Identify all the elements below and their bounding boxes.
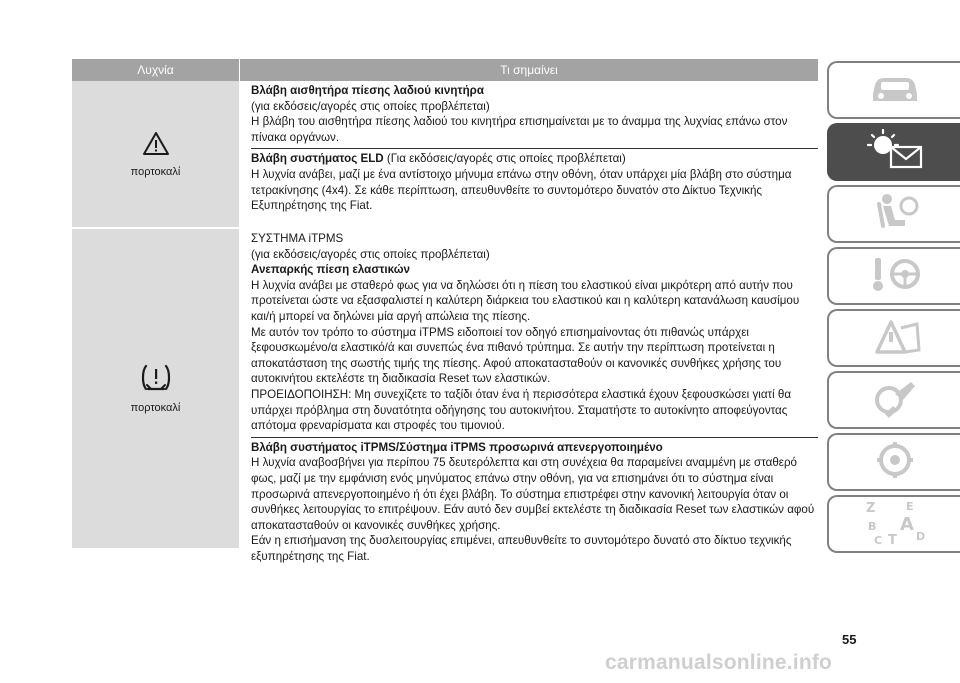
light-color-label: πορτοκαλί	[130, 402, 181, 414]
index-letter: E	[905, 499, 914, 513]
entry-system: ΣΥΣΤΗΜΑ iTPMS	[251, 232, 344, 245]
entry-text: Η λυχνία ανάβει, μαζί με ένα αντίστοιχο μήνυμα επάνω στην οθόνη, όταν υπάρχει μία βλάβη στο σύστημα τετρακίνησης (4x4). Σε κάθε περίπτωση, απευθυνθείτε το συντομότερο δυνατόν στο Δίκτυο Τεχνικής Εξυπηρέτησης της Fiat.	[251, 167, 792, 213]
car-icon	[867, 70, 923, 111]
index-letter: Z	[865, 500, 875, 516]
index-letter: D	[915, 529, 925, 543]
tab-dashboard-warning-lights[interactable]	[827, 123, 960, 181]
page-number: 55	[842, 632, 857, 647]
index-letter: C	[873, 533, 882, 546]
chapter-tabs	[827, 61, 960, 557]
index-letter: A	[899, 513, 914, 535]
warning-lights-table	[72, 59, 818, 563]
entry-note: (για εκδόσεις/αγορές στις οποίες προβλέπεται)	[251, 247, 490, 261]
entry-text: Η λυχνία ανάβει με σταθερό φως για να δηλώσει ότι η πίεση του ελαστικού είναι μικρότερη από αυτήν που προτείνεται ώστε να εξασφαλιστεί η καλύτερη διάρκεια του ελαστικού και η καλύτερη κατανάλωση καυσίμου και/ή μπορεί να δηλώνει μία αργή απώλεια της πίεσης.	[251, 278, 800, 323]
meaning-entry	[251, 438, 818, 568]
entry-text: Εάν η επισήμανση της δυσλειτουργίας επιμένει, απευθυνθείτε το συντομότερο δυνατό στο δίκτυο τεχνικής εξυπηρέτησης της Fiat.	[251, 534, 792, 563]
table-header	[72, 59, 818, 81]
tab-alphabetical-index[interactable]	[827, 495, 960, 553]
light-color-label: πορτοκαλί	[130, 165, 181, 178]
meaning-cell	[239, 81, 818, 229]
key-steering-wheel-icon	[865, 252, 925, 301]
header-meaning: Τι σημαίνει	[239, 59, 818, 81]
watermark: carmanualsonline.info	[605, 651, 833, 674]
table-row	[72, 229, 818, 563]
index-letter: B	[867, 519, 876, 533]
alphabetical-index-icon	[860, 498, 930, 551]
entry-text: Με αυτόν τον τρόπο το σύστημα iTPMS ειδοποιεί τον οδηγό επισημαίνοντας ότι πιθανώς υπάρχει ξεφουσκωμένο/α ελαστικό/ά και συνεπώς ένα πιθανό τρύπημα. Σε αυτήν την περίπτωση προτείνεται η αποκατάσταση της σωστής τιμής της πίεσης. Αφού αποκατασταθούν οι κανονικές συνθήκες χρήσης του αυτοκινήτου εκτελέστε τη διαδικασία Reset των ελαστικών.	[251, 325, 782, 386]
tab-safety[interactable]	[827, 185, 960, 243]
entry-note: (για εκδόσεις/αγορές στις οποίες προβλέπεται)	[251, 99, 490, 113]
roadside-emergency-icon	[865, 314, 925, 363]
warning-light-message-icon	[855, 127, 935, 178]
meaning-entry	[251, 81, 818, 149]
entry-text: Η βλάβη του αισθητήρα πίεσης λαδιού του κινητήρα επισημαίνεται με το άναμμα της λυχνίας επάνω στον πίνακα οργάνων.	[251, 115, 788, 144]
entry-title: Βλάβη αισθητήρα πίεσης λαδιού κινητήρα	[251, 84, 484, 97]
tab-starting-driving[interactable]	[827, 247, 960, 305]
table-row	[72, 81, 818, 229]
entry-title: Ανεπαρκής πίεση ελαστικών	[251, 263, 410, 277]
light-cell	[72, 229, 239, 550]
entry-title: Βλάβη συστήματος ELD	[251, 152, 384, 166]
meaning-entry	[251, 149, 818, 216]
tab-in-an-emergency[interactable]	[827, 309, 960, 367]
entry-text: Η λυχνία αναβοσβήνει για περίπου 75 δευτερόλεπτα και στη συνέχεια θα παραμείνει αναμμένη με σταθερό φως, μαζί με την εμφάνιση ενός μηνύματος επάνω στην οθόνη, για να επισημάνει ότι το σύστημα είναι προσωρινά απενεργοποιημένο ή ότι έχει βλάβη. Το σύστημα επιστρέφει στην κανονική λειτουργία όταν οι συνθήκες λειτουργίας το επιτρέψουν. Εάν αυτό δεν συμβεί εκτελέστε τη διαδικασία Reset των ελαστικών αφού αποκατασταθούν οι κανονικές συνθήκες χρήσης.	[251, 456, 815, 532]
entry-title: Βλάβη συστήματος iTPMS/Σύστημα iTPMS προσωρινά απενεργοποιημένο	[251, 440, 663, 454]
warning-triangle-icon	[142, 131, 170, 162]
tab-technical-data[interactable]	[827, 433, 960, 491]
tab-knowing-your-car[interactable]	[827, 61, 960, 119]
tab-servicing-maintenance[interactable]	[827, 371, 960, 429]
entry-note: (Για εκδόσεις/αγορές στις οποίες προβλέπεται)	[386, 152, 626, 166]
seat-airbag-icon	[865, 190, 925, 239]
light-cell	[72, 81, 239, 229]
header-light: Λυχνία	[137, 63, 174, 77]
meaning-entry	[251, 229, 818, 438]
tire-pressure-icon	[139, 363, 173, 398]
index-letter: T	[887, 532, 897, 546]
entry-warning-text: ΠΡΟΕΙΔΟΠΟΙΗΣΗ: Μη συνεχίζετε το ταξίδι όταν ένα ή περισσότερα ελαστικά έχουν ξεφουσκώσει γιατί θα υπάρχει πρόβλημα στη δυνατότητα οδήγησης του αυτοκινήτου. Σταματήστε το αυτοκίνητο αποφεύγοντας απότομα φρεναρίσματα και στροφές του τιμονιού.	[251, 387, 792, 433]
meaning-cell	[239, 229, 818, 563]
tech-data-icon	[865, 438, 925, 487]
service-maintenance-icon	[865, 376, 925, 425]
